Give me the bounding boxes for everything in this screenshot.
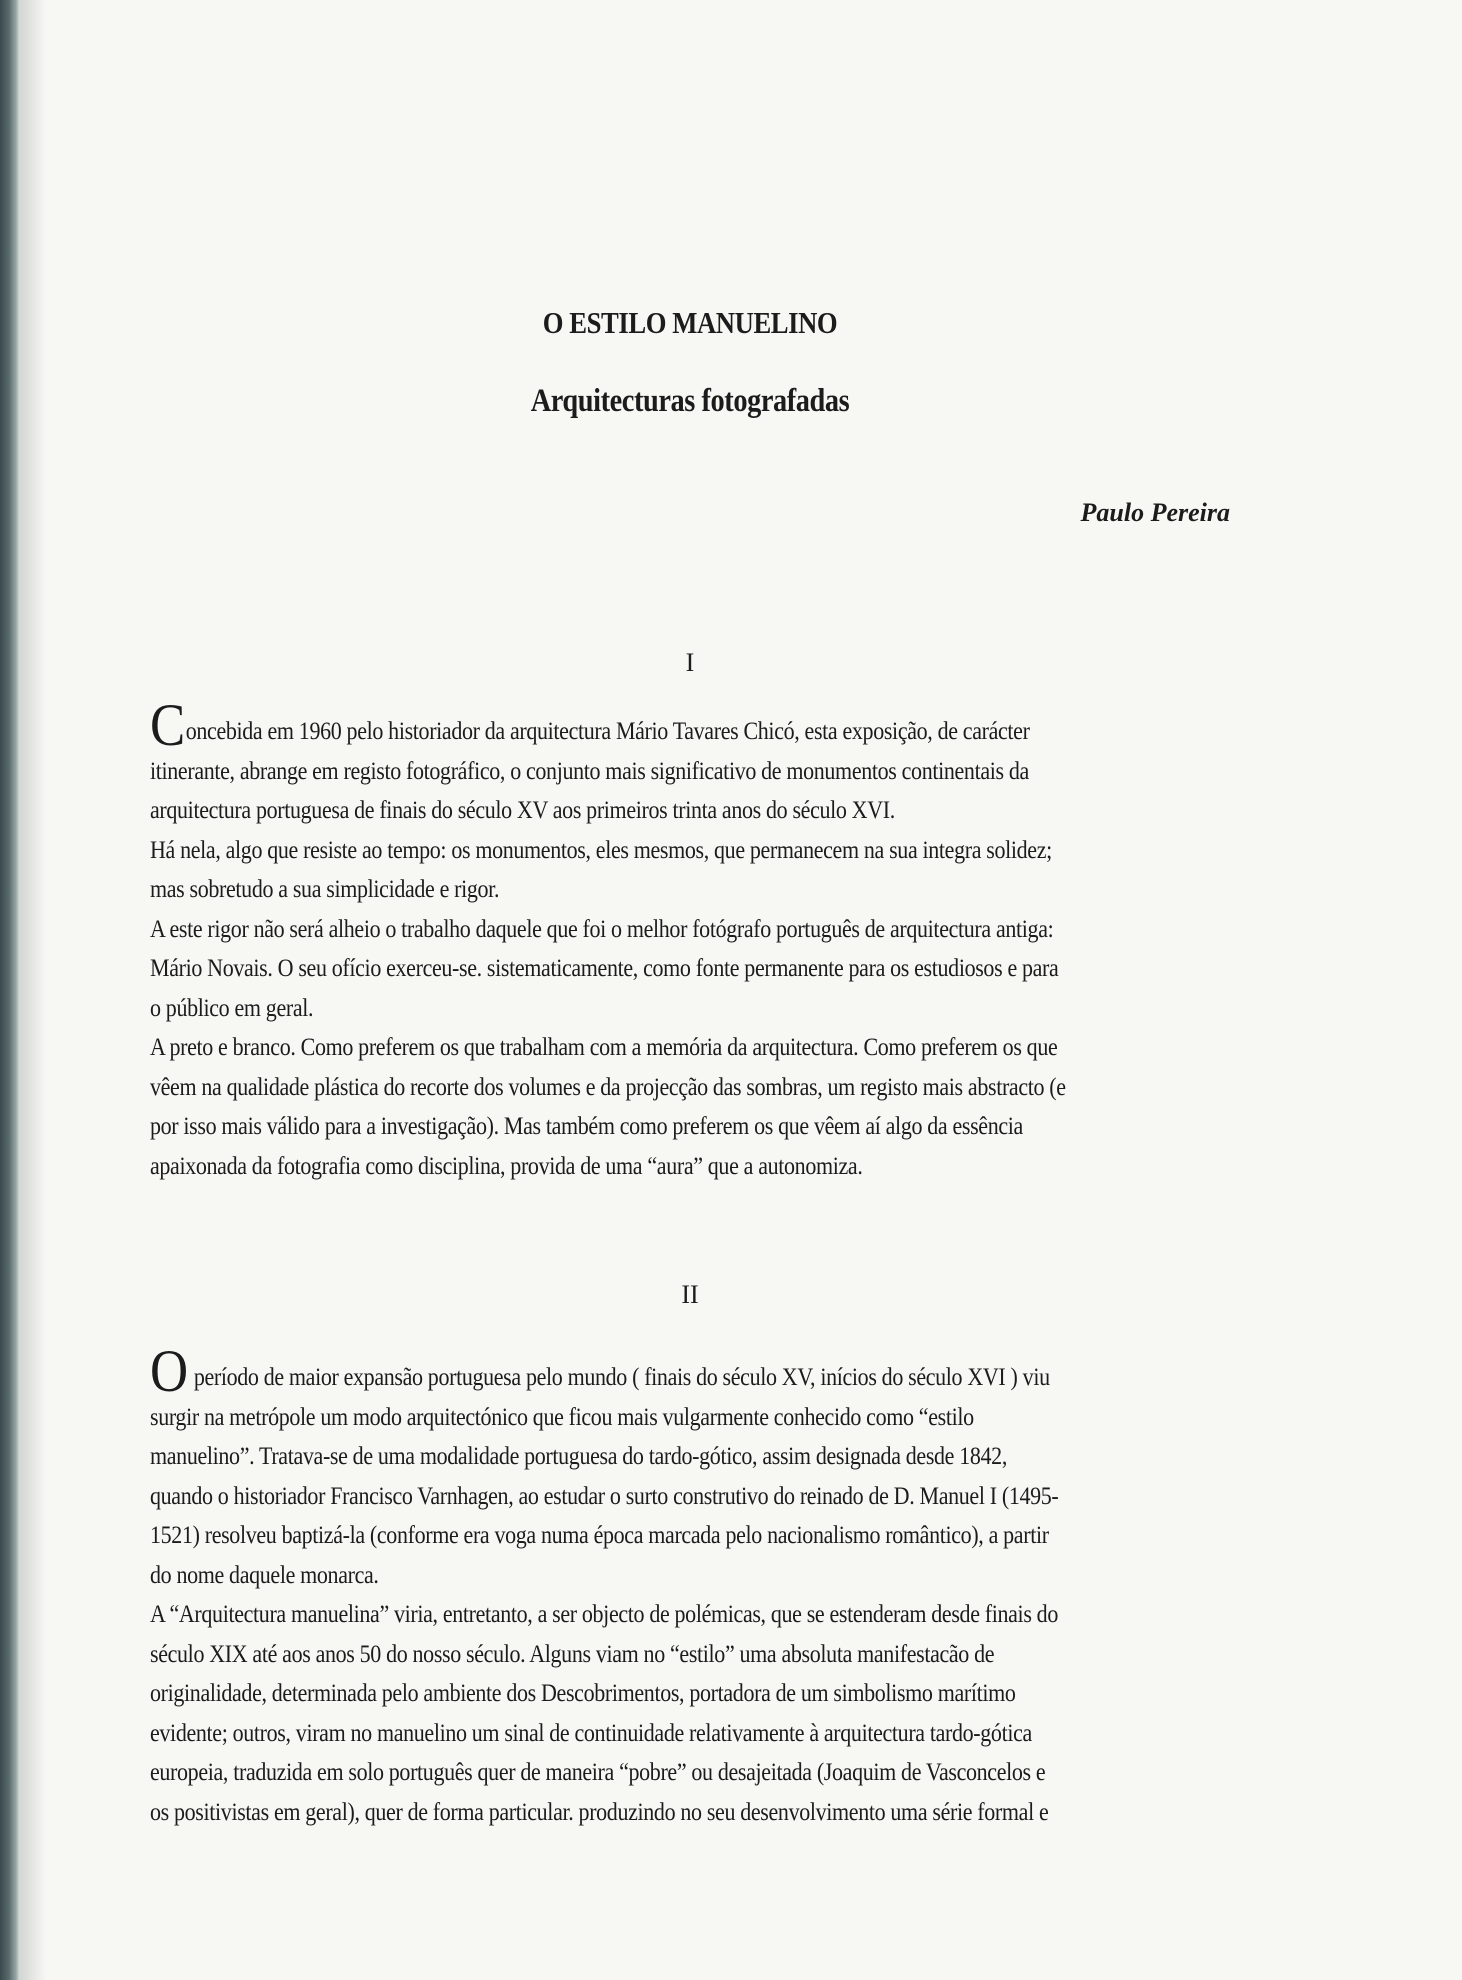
- paragraph-line: século XIX até aos anos 50 do nosso século. Alguns viam no “estilo” uma absoluta manifestacão de: [150, 1640, 995, 1668]
- paragraph-line: O período de maior expansão portuguesa pelo mundo ( finais do século XV, inícios do século XVI ) viu: [150, 1338, 1050, 1404]
- paragraph-line: arquitectura portuguesa de finais do século XV aos primeiros trinta anos do século XVI.: [150, 797, 895, 824]
- paragraph-line: apaixonada da fotografia como disciplina, provida de uma “aura” que a autonomiza.: [150, 1152, 863, 1180]
- paragraph-line: do nome daquele monarca.: [150, 1561, 379, 1589]
- paragraph-line: o público em geral.: [150, 994, 314, 1022]
- paragraph-line: A “Arquitectura manuelina” viria, entretanto, a ser objecto de polémicas, que se estenderam desde finais do: [150, 1601, 1058, 1628]
- author-name: Paulo Pereira: [1080, 498, 1230, 527]
- paragraph-line: mas sobretudo a sua simplicidade e rigor.: [150, 876, 500, 903]
- section-1-text: [150, 692, 1230, 1186]
- paragraph-line: Há nela, algo que resiste ao tempo: os monumentos, eles mesmos, que permanecem na sua integra solidez;: [150, 836, 1052, 864]
- section-numeral-2: II: [681, 1280, 699, 1309]
- section-numeral-1: I: [685, 648, 695, 677]
- paragraph-line: surgir na metrópole um modo arquitectónico que ficou mais vulgarmente conhecido como “estilo: [150, 1403, 974, 1431]
- paragraph-line: os positivistas em geral), quer de forma particular. produzindo no seu desenvolvimento uma série formal e: [150, 1798, 1049, 1826]
- book-spine-edge: [0, 0, 20, 1980]
- drop-cap: C: [150, 692, 185, 758]
- paragraph-line: europeia, traduzida em solo português quer de maneira “pobre” ou desajeitada (Joaquim de Vasconcelos e: [150, 1759, 1046, 1786]
- paragraph-line: originalidade, determinada pelo ambiente dos Descobrimentos, portadora de um simbolismo marítimo: [150, 1680, 1016, 1707]
- page-title: O ESTILO MANUELINO: [542, 305, 838, 340]
- gutter-shadow: [20, 0, 46, 1980]
- paragraph-line: quando o historiador Francisco Varnhagen, ao estudar o surto construtivo do reinado de D. Manuel I (1495-: [150, 1482, 1059, 1510]
- paragraph-line: A preto e branco. Como preferem os que trabalham com a memória da arquitectura. Como preferem os que: [150, 1034, 1058, 1061]
- paragraph-line: manuelino”. Tratava-se de uma modalidade portuguesa do tardo-gótico, assim designada desde 1842,: [150, 1443, 1007, 1470]
- paragraph-line: evidente; outros, viram no manuelino um sinal de continuidade relativamente à arquitectura tardo-gótica: [150, 1719, 1032, 1747]
- drop-cap: O: [150, 1338, 188, 1404]
- paragraph-line: por isso mais válido para a investigação). Mas também como preferem os que vêem aí algo da essência: [150, 1113, 1023, 1140]
- page-subtitle: Arquitecturas fotografadas: [530, 383, 850, 419]
- paragraph-line: A este rigor não será alheio o trabalho daquele que foi o melhor fotógrafo português de arquitectura antiga:: [150, 915, 1054, 943]
- paragraph-line: 1521) resolveu baptizá-la (conforme era voga numa época marcada pelo nacionalismo romântico), a partir: [150, 1522, 1049, 1549]
- paragraph-line: vêem na qualidade plástica do recorte dos volumes e da projecção das sombras, um registo mais abstracto (e: [150, 1073, 1066, 1101]
- paragraph-line: itinerante, abrange em registo fotográfico, o conjunto mais significativo de monumentos continentais da: [150, 757, 1029, 785]
- section-2-text: [150, 1338, 1230, 1832]
- paragraph-line: Concebida em 1960 pelo historiador da arquitectura Mário Tavares Chicó, esta exposição, de carácter: [150, 692, 1030, 758]
- paragraph-line: Mário Novais. O seu ofício exerceu-se. sistematicamente, como fonte permanente para os estudiosos e para: [150, 955, 1059, 982]
